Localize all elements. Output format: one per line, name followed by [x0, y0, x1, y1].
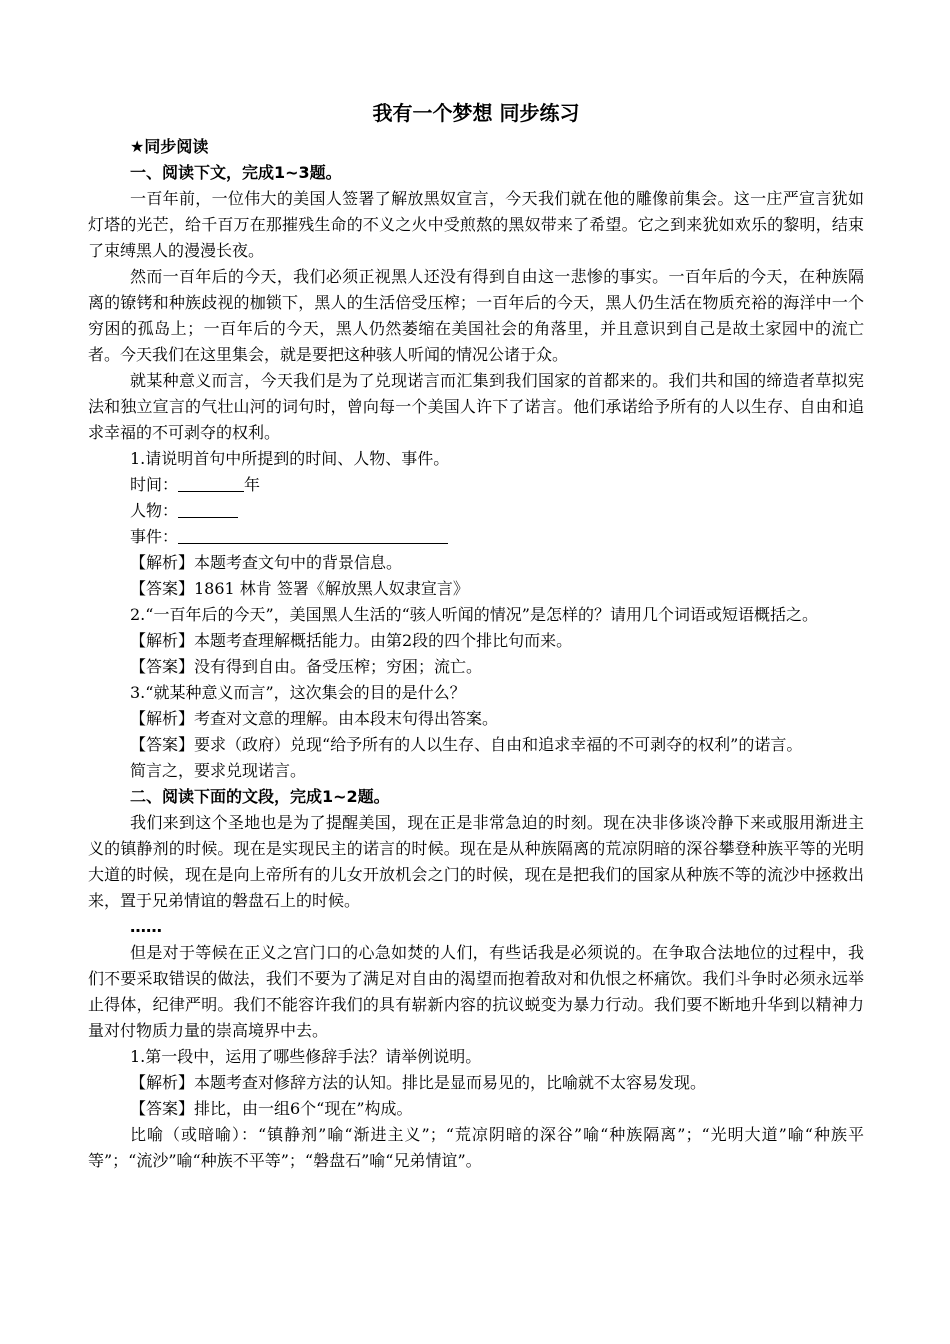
part2-question-1: 1.第一段中，运用了哪些修辞手法？请举例说明。 — [130, 1047, 482, 1066]
q1-person-blank[interactable] — [178, 499, 238, 518]
part2-ellipsis: …… — [130, 917, 162, 936]
q2-answer: 【答案】没有得到自由。备受压榨；穷困；流亡。 — [130, 657, 483, 676]
part2-heading: 二、阅读下面的文段，完成1~2题。 — [130, 787, 390, 806]
q1-person-label: 人物： — [130, 501, 179, 520]
q1-time-line — [88, 472, 864, 498]
q1-event-blank[interactable] — [178, 525, 448, 544]
part1-question-2: 2.“一百年后的今天”，美国黑人生活的“骇人听闻的情况”是怎样的？请用几个词语或短语概括之。 — [130, 605, 818, 624]
q1-analysis: 【解析】本题考查文句中的背景信息。 — [130, 553, 403, 572]
part2-paragraph-2: 但是对于等候在正义之宫门口的心急如焚的人们，有些话我是必须说的。在争取合法地位的过程中，我们不要采取错误的做法，我们不要为了满足对自由的渴望而抱着敌对和仇恨之杯痛饮。我们斗争时必须永远举止得体，纪律严明。我们不能容许我们的具有崭新内容的抗议蜕变为暴力行动。我们要不断地升华到以精神力量对付物质力量的崇高境界中去。 — [88, 943, 864, 1040]
q1-time-blank[interactable] — [178, 473, 244, 492]
part1-paragraph-2: 然而一百年后的今天，我们必须正视黑人还没有得到自由这一悲惨的事实。一百年后的今天，在种族隔离的镣铐和种族歧视的枷锁下，黑人的生活倍受压榨；一百年后的今天，黑人仍生活在物质充裕的海洋中一个穷困的孤岛上；一百年后的今天，黑人仍然萎缩在美国社会的角落里，并且意识到自己是故土家园中的流亡者。今天我们在这里集会，就是要把这种骇人听闻的情况公诸于众。 — [88, 267, 864, 364]
part1-question-3: 3.“就某种意义而言”，这次集会的目的是什么？ — [130, 683, 466, 702]
part1-paragraph-3: 就某种意义而言，今天我们是为了兑现诺言而汇集到我们国家的首都来的。我们共和国的缔造者草拟宪法和独立宣言的气壮山河的词句时，曾向每一个美国人许下了诺言。他们承诺给予所有的人以生存、自由和追求幸福的不可剥夺的权利。 — [88, 371, 864, 442]
part1-question-1: 1.请说明首句中所提到的时间、人物、事件。 — [130, 449, 450, 468]
q3-answer-short: 简言之，要求兑现诺言。 — [130, 761, 307, 780]
document-page — [88, 96, 864, 1174]
part1-paragraph-1: 一百年前，一位伟大的美国人签署了解放黑奴宣言，今天我们就在他的雕像前集会。这一庄严宣言犹如灯塔的光芒，给千百万在那摧残生命的不义之火中受煎熬的黑奴带来了希望。它之到来犹如欢乐的黎明，结束了束缚黑人的漫漫长夜。 — [88, 189, 864, 260]
q1-event-label: 事件： — [130, 527, 179, 546]
q3-analysis: 【解析】考查对文意的理解。由本段末句得出答案。 — [130, 709, 499, 728]
part2-paragraph-1: 我们来到这个圣地也是为了提醒美国，现在正是非常急迫的时刻。现在决非侈谈冷静下来或服用渐进主义的镇静剂的时候。现在是实现民主的诺言的时候。现在是从种族隔离的荒凉阴暗的深谷攀登种族平等的光明大道的时候，现在是向上帝所有的儿女开放机会之门的时候，现在是把我们的国家从种族不等的流沙中拯救出来，置于兄弟情谊的磐盘石上的时候。 — [88, 813, 864, 910]
q1-answer: 【答案】1861 林肯 签署《解放黑人奴隶宣言》 — [130, 579, 469, 598]
q1-event-line — [88, 524, 864, 550]
q3-answer: 【答案】要求（政府）兑现“给予所有的人以生存、自由和追求幸福的不可剥夺的权利”的诺言。 — [130, 735, 803, 754]
part2-q1-analysis: 【解析】本题考查对修辞方法的认知。排比是显而易见的，比喻就不太容易发现。 — [130, 1073, 707, 1092]
section-heading: ★同步阅读 — [130, 137, 209, 156]
page-title: 我有一个梦想 同步练习 — [372, 101, 580, 125]
q1-time-label: 时间： — [130, 475, 179, 494]
q2-analysis: 【解析】本题考查理解概括能力。由第2段的四个排比句而来。 — [130, 631, 573, 650]
part2-q1-answer: 【答案】排比，由一组6个“现在”构成。 — [130, 1099, 413, 1118]
q1-time-suffix: 年 — [244, 475, 261, 494]
q1-person-line — [88, 498, 864, 524]
part1-heading: 一、阅读下文，完成1~3题。 — [130, 163, 342, 182]
part2-q1-metaphor: 比喻（或暗喻）：“镇静剂”喻“渐进主义”；“荒凉阴暗的深谷”喻“种族隔离”；“光明大道”喻“种族平等”；“流沙”喻“种族不平等”；“磐盘石”喻“兄弟情谊”。 — [88, 1125, 864, 1170]
